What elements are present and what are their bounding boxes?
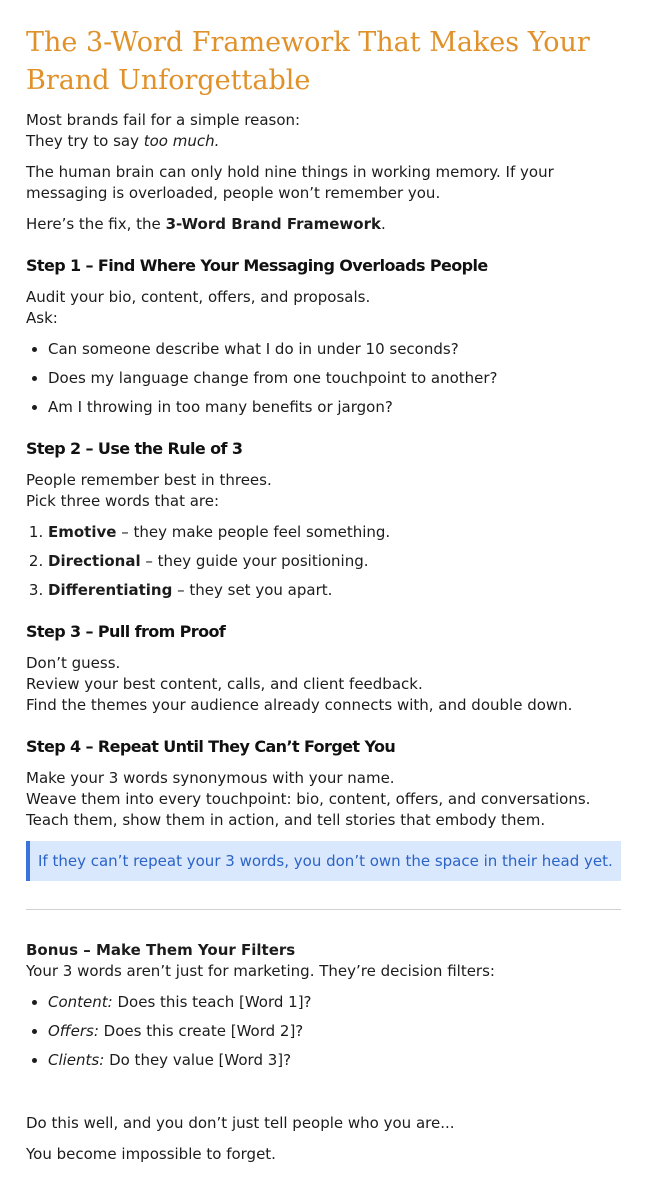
step-1-intro: [26, 287, 621, 329]
intro-paragraph-3-text: Here’s the fix, the: [26, 215, 166, 233]
step-3-line-3: Find the themes your audience already connects with, and double down.: [26, 696, 573, 714]
filter-question: Does this teach [Word 1]?: [112, 993, 312, 1011]
step-2-heading: Step 2 – Use the Rule of 3: [26, 439, 243, 458]
word-term: Directional: [48, 552, 141, 570]
intro-paragraph-1: [26, 110, 621, 152]
step-2-word-list: [26, 522, 621, 601]
filter-label: Content:: [48, 993, 113, 1011]
outro-line-2: You become impossible to forget.: [26, 1145, 276, 1163]
step-3-heading: Step 3 – Pull from Proof: [26, 622, 226, 641]
word-description: – they make people feel something.: [116, 523, 391, 541]
word-term: Differentiating: [48, 581, 173, 599]
word-description: – they guide your positioning.: [140, 552, 369, 570]
step-1-line-1: Audit your bio, content, offers, and proposals.: [26, 288, 371, 306]
step-1-question-list: [26, 339, 621, 418]
list-item: [48, 992, 621, 1013]
step-3-line-1: Don’t guess.: [26, 654, 121, 672]
list-item: [48, 1021, 621, 1042]
intro-paragraph-3: [26, 214, 621, 235]
list-item: [48, 1050, 621, 1071]
filter-label: Offers:: [48, 1022, 99, 1040]
bonus-filter-list: [26, 992, 621, 1071]
callout-quote: If they can’t repeat your 3 words, you don’t own the space in their head yet.: [26, 841, 621, 881]
step-1-heading: Step 1 – Find Where Your Messaging Overloads People: [26, 256, 488, 275]
list-item: • Can someone describe what I do in under 10 seconds?: [48, 339, 621, 360]
section-divider: [26, 909, 621, 910]
step-3-body: [26, 653, 621, 716]
intro-line-1: Most brands fail for a simple reason:: [26, 111, 301, 129]
intro-paragraph-3-suffix: .: [380, 215, 386, 233]
framework-name: 3-Word Brand Framework: [165, 215, 381, 233]
list-item: [48, 522, 621, 543]
filter-question: Do they value [Word 3]?: [104, 1051, 292, 1069]
bonus-line: Your 3 words aren’t just for marketing. They’re decision filters:: [26, 962, 495, 980]
spacer: [26, 1079, 621, 1113]
intro-line-2: [26, 131, 621, 152]
step-4-body: [26, 768, 621, 831]
list-item: [48, 551, 621, 572]
bonus-intro: [26, 940, 621, 982]
filter-label: Clients:: [48, 1051, 105, 1069]
intro-line-2-emphasis: too much.: [143, 132, 220, 150]
word-description: – they set you apart.: [172, 581, 333, 599]
intro-paragraph-2: The human brain can only hold nine things in working memory. If your messaging is overloaded, people won’t remember you.: [26, 163, 554, 202]
list-item: • Am I throwing in too many benefits or jargon?: [48, 397, 621, 418]
step-4-heading: Step 4 – Repeat Until They Can’t Forget You: [26, 737, 396, 756]
outro-line-1: Do this well, and you don’t just tell people who you are...: [26, 1114, 455, 1132]
filter-question: Does this create [Word 2]?: [98, 1022, 304, 1040]
word-term: Emotive: [48, 523, 117, 541]
bonus-title: Bonus – Make Them Your Filters: [26, 941, 296, 959]
list-item: [48, 580, 621, 601]
step-1-line-2: Ask:: [26, 309, 58, 327]
step-2-line-1: People remember best in threes.: [26, 471, 272, 489]
step-4-line-3: Teach them, show them in action, and tell stories that embody them.: [26, 811, 546, 829]
intro-line-2-text: They try to say: [26, 132, 144, 150]
step-2-line-2: Pick three words that are:: [26, 492, 220, 510]
article-title: The 3-Word Framework That Makes Your Brand Unforgettable: [26, 27, 590, 96]
step-3-line-2: Review your best content, calls, and client feedback.: [26, 675, 423, 693]
list-item: • Does my language change from one touchpoint to another?: [48, 368, 621, 389]
step-4-line-1: Make your 3 words synonymous with your name.: [26, 769, 395, 787]
step-4-line-2: Weave them into every touchpoint: bio, content, offers, and conversations.: [26, 790, 591, 808]
step-2-intro: [26, 470, 621, 512]
